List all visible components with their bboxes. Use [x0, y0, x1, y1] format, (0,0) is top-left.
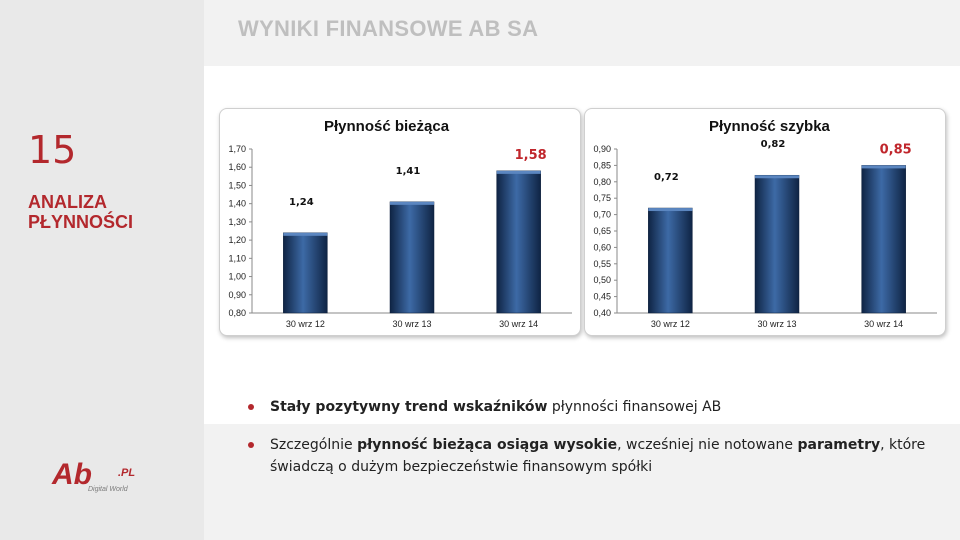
y-tick-label: 1,10	[228, 253, 246, 264]
section-title: ANALIZA PŁYNNOŚCI	[28, 192, 134, 232]
x-tick-label: 30 wrz 13	[392, 319, 432, 329]
bar-top-highlight	[755, 175, 799, 178]
chart-current-liquidity-svg	[220, 109, 580, 335]
bullet-1-part-1: Stały pozytywny trend wskaźników	[270, 399, 548, 415]
bar-top-highlight	[390, 202, 434, 205]
bar	[755, 175, 799, 313]
ab-logo-icon	[50, 458, 160, 494]
bar-top-highlight	[862, 165, 906, 168]
bullet-2-part-3: , wcześniej nie notowane	[617, 437, 798, 453]
y-tick-label: 0,80	[593, 176, 611, 187]
bullet-2-part-5: , które świadczą o dużym bezpieczeństwie finansowym spółki	[270, 437, 926, 475]
bar	[283, 233, 327, 313]
chart-current-liquidity	[219, 108, 581, 336]
y-tick-label: 0,60	[593, 242, 611, 253]
bullet-2-part-4: parametry	[797, 437, 881, 453]
y-tick-label: 0,45	[593, 291, 611, 302]
x-tick-label: 30 wrz 14	[864, 319, 904, 329]
bullet-text-1	[270, 399, 721, 415]
y-tick-label: 0,80	[228, 308, 246, 318]
y-tick-label: 1,00	[228, 271, 246, 282]
data-label: 1,41	[395, 165, 421, 177]
y-tick-label: 1,50	[228, 180, 246, 191]
bullet-1-part-2: płynności finansowej AB	[547, 399, 722, 415]
y-tick-label: 0,75	[593, 193, 611, 204]
x-tick-label: 30 wrz 12	[650, 319, 690, 329]
bar-top-highlight	[283, 233, 327, 236]
y-tick-label: 0,70	[593, 209, 611, 220]
bar	[648, 208, 692, 313]
y-tick-label: 0,65	[593, 226, 611, 236]
y-tick-label: 0,50	[593, 275, 611, 286]
bullet-2-part-2: płynność bieżąca osiąga wysokie	[357, 437, 618, 453]
y-tick-label: 1,40	[228, 198, 246, 209]
chart-title: Płynność szybka	[709, 118, 830, 135]
y-tick-label: 1,60	[228, 162, 246, 173]
logo-suffix: .PL	[118, 467, 136, 479]
data-label: 0,72	[653, 172, 679, 184]
bar	[862, 165, 906, 313]
slide-number: 15	[28, 128, 77, 172]
bullet-dot-icon	[248, 442, 254, 448]
y-tick-label: 0,85	[593, 160, 611, 171]
y-tick-label: 1,20	[228, 235, 246, 246]
bar-top-highlight	[648, 208, 692, 211]
bullet-item-trend	[244, 396, 721, 418]
y-tick-label: 1,30	[228, 216, 246, 227]
data-label: 0,82	[760, 139, 786, 151]
chart-quick-liquidity	[584, 108, 946, 336]
bar-top-highlight	[497, 171, 541, 174]
logo-mark: Ab	[52, 458, 92, 491]
logo-tagline: Digital World	[88, 486, 128, 493]
y-tick-label: 0,55	[593, 258, 611, 269]
x-tick-label: 30 wrz 13	[757, 319, 797, 329]
y-tick-label: 0,40	[593, 308, 611, 318]
data-label: 1,24	[288, 196, 314, 208]
data-label: 1,58	[514, 147, 547, 163]
bullet-2-part-1: Szczególnie	[270, 437, 358, 453]
y-tick-label: 0,90	[228, 289, 246, 300]
page-title: WYNIKI FINANSOWE AB SA	[238, 16, 539, 41]
chart-title: Płynność bieżąca	[324, 118, 450, 135]
bar	[497, 171, 541, 313]
y-tick-label: 0,90	[593, 144, 611, 154]
bullet-text-2	[270, 437, 925, 475]
x-tick-label: 30 wrz 14	[499, 319, 539, 329]
bar	[390, 202, 434, 313]
y-tick-label: 1,70	[228, 144, 246, 154]
chart-quick-liquidity-svg	[585, 109, 945, 335]
bullet-item-current-liquidity	[244, 434, 930, 478]
bullet-dot-icon	[248, 404, 254, 410]
data-label: 0,85	[879, 142, 912, 158]
company-logo	[50, 458, 160, 494]
x-tick-label: 30 wrz 12	[285, 319, 325, 329]
